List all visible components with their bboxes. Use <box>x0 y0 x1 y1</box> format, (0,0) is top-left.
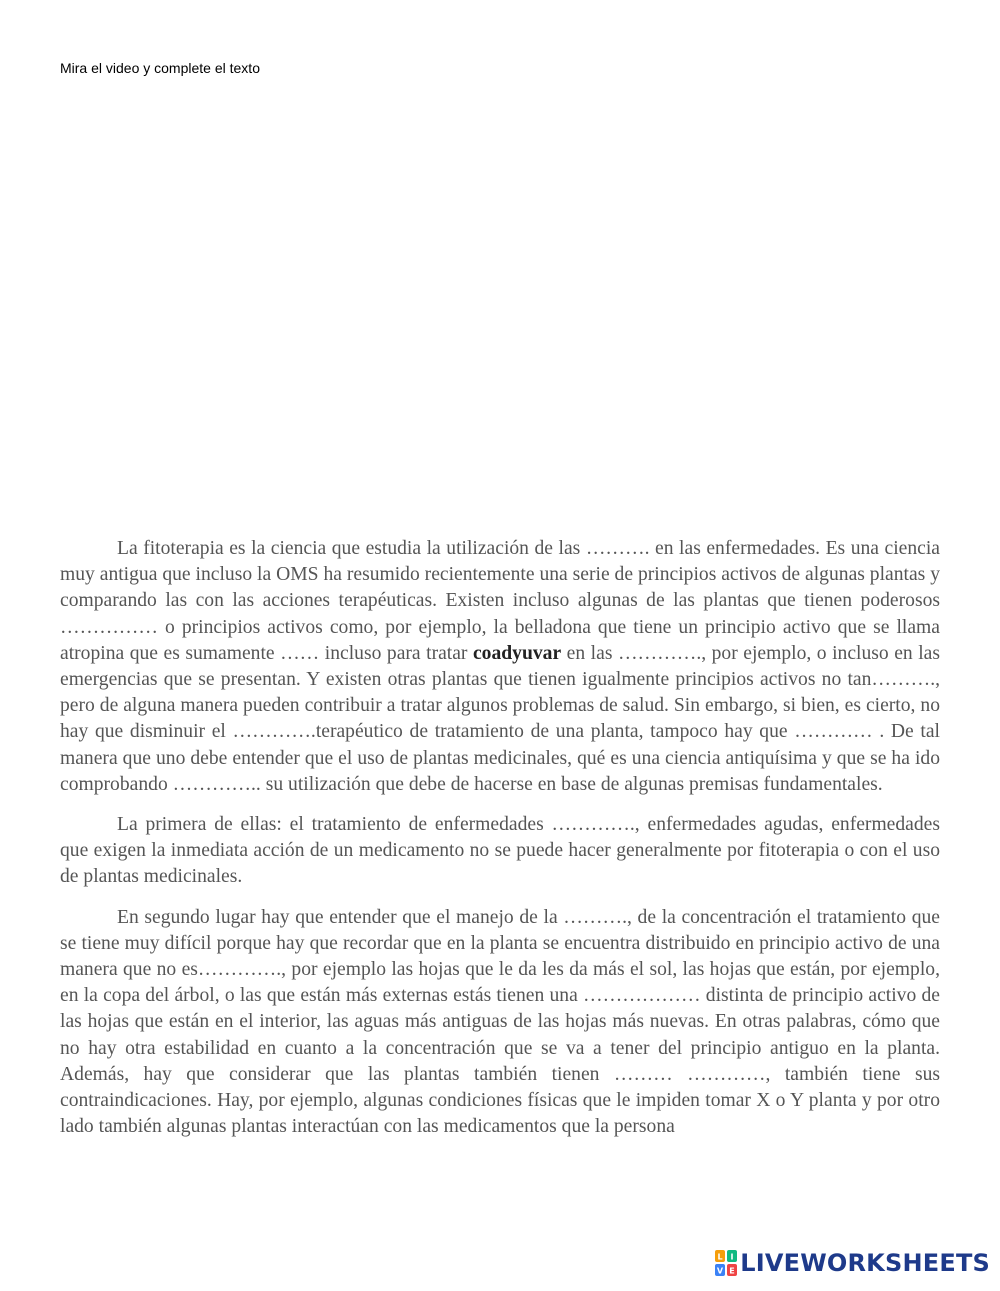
svg-text:L: L <box>717 1252 723 1262</box>
liveworksheets-logo-text: LIVEWORKSHEETS <box>740 1249 990 1277</box>
svg-text:E: E <box>729 1266 735 1276</box>
paragraph-1-text-a: La fitoterapia es la ciencia que estudia la utilización de las ………. en las enfermedades. Es una ciencia muy antigua que incluso la OMS ha resumido recientemente una serie de principios activos de algunas plantas y comparando las con las acciones terapéuticas. Existen incluso algunas de las plantas que tienen poderosos …………… o principios activos como, por ejemplo, la belladona que tiene un principio activo que se llama atropina que es sumamente …… incluso para tratar <box>60 538 940 664</box>
document-body <box>60 536 940 1154</box>
paragraph-3: En segundo lugar hay que entender que el manejo de la ………., de la concentración el tratamiento que se tiene muy difícil porque hay que recordar que en la planta se encuentra distribuido en principio activo de una manera que no es…………., por ejemplo las hojas que le da les da más el sol, las hojas que están, por ejemplo, en la copa del árbol, o las que están más externas estás tienen una ……………… distinta de principio activo de las hojas que están en el interior, las aguas más antiguas de las hojas más nuevas. En otras palabras, cómo que no hay otra estabilidad en cuanto a la concentración que se va a tener del principio antiguo en la planta. Además, hay que considerar que las plantas también tienen ……… …………, también tiene sus contraindicaciones. Hay, por ejemplo, algunas condiciones físicas que le impiden tomar X o Y planta y por otro lado también algunas plantas interactúan con las medicamentos que la persona <box>60 906 940 1138</box>
paragraph-1 <box>60 536 940 798</box>
paragraph-1-text-b: en las …………., por ejemplo, o incluso en las emergencias que se presentan. Y existen otras plantas que tienen igualmente principios activos no tan………., pero de alguna manera pueden contribuir a tratar algunos problemas de salud. Sin embargo, si bien, es cierto, no hay que disminuir el ………….terapéutico de tratamiento de una planta, tampoco hay que ………… . De tal manera que uno debe entender que el uso de plantas medicinales, qué es una ciencia antiquísima y que se ha ido comprobando ………….. su utilización que debe de hacerse en base de algunas premisas fundamentales. <box>60 642 940 795</box>
liveworksheets-logo <box>715 1249 990 1277</box>
instruction-text: Mira el video y complete el texto <box>60 60 260 76</box>
bold-term: coadyuvar <box>472 642 562 664</box>
svg-text:I: I <box>730 1252 734 1262</box>
svg-text:V: V <box>717 1266 724 1276</box>
liveworksheets-logo-icon <box>715 1250 737 1276</box>
paragraph-2: La primera de ellas: el tratamiento de enfermedades …………., enfermedades agudas, enfermedades que exigen la inmediata acción de un medicamento no se puede hacer generalmente por fitoterapia o con el uso de plantas medicinales. <box>60 814 940 888</box>
